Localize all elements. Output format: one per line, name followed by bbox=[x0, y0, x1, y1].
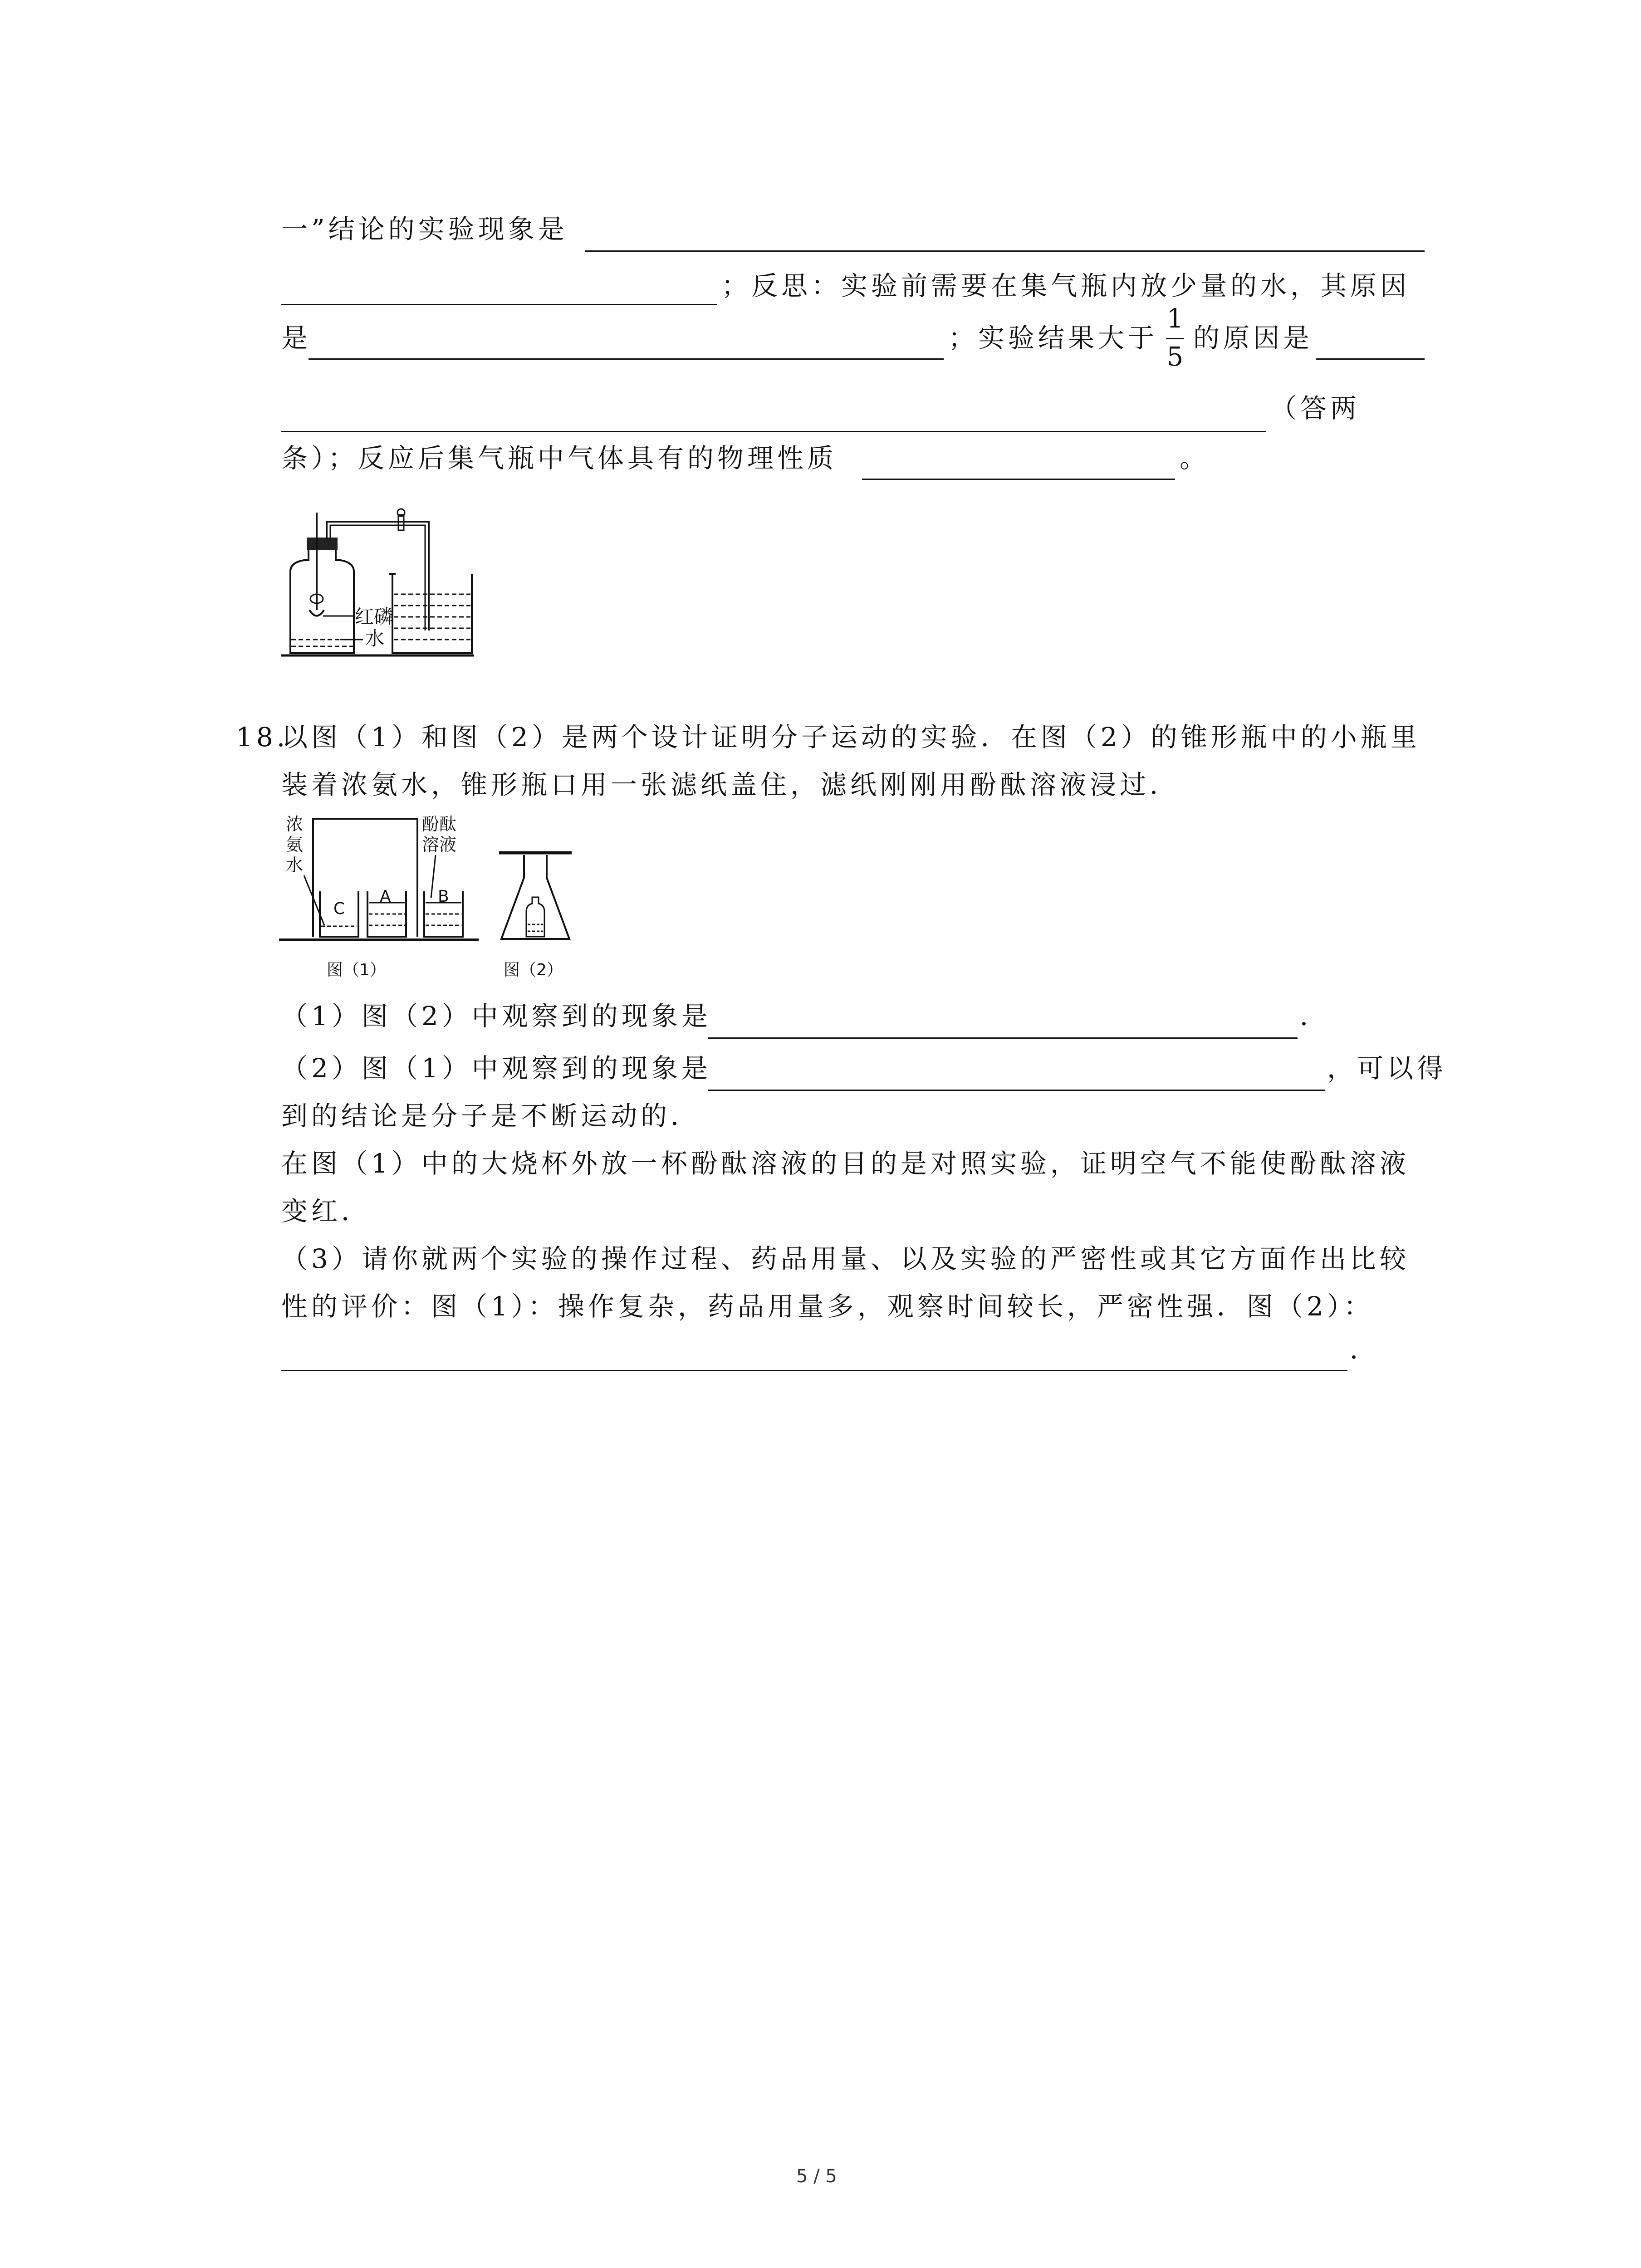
q18-note-line2: 变红． bbox=[281, 1196, 372, 1227]
figure-2-flask bbox=[492, 844, 578, 953]
answer-blank-1[interactable] bbox=[585, 250, 1425, 252]
figure-2-caption: 图（2） bbox=[504, 961, 563, 979]
q18-sub3-line1: （3）请你就两个实验的操作过程、药品用量、以及实验的严密性或其它方面作出比较 bbox=[281, 1243, 1410, 1274]
q18-sub2: （2）图（1）中观察到的现象是 bbox=[281, 1053, 711, 1084]
figure-1-beakers bbox=[279, 812, 483, 948]
q17-line3-tail: 的原因是 bbox=[1193, 323, 1313, 353]
label-ammonia-3: 水 bbox=[286, 855, 304, 875]
label-beaker-b: B bbox=[438, 887, 449, 906]
label-beaker-a: A bbox=[380, 887, 391, 906]
answer-blank-4[interactable] bbox=[1316, 358, 1425, 360]
q17-line1: 一”结论的实验现象是 bbox=[281, 214, 568, 244]
q18-sub1: （1）图（2）中观察到的现象是 bbox=[281, 1001, 711, 1031]
answer-blank-8[interactable] bbox=[708, 1090, 1325, 1091]
q18-sub1-end: ． bbox=[1300, 1001, 1330, 1031]
q17-line3-head: 是 bbox=[281, 323, 312, 353]
label-ammonia-2: 氨 bbox=[286, 835, 304, 855]
answer-blank-6[interactable] bbox=[862, 479, 1175, 480]
red-phosphorus-apparatus-figure bbox=[272, 494, 481, 662]
q18-sub2-line2: 到的结论是分子是不断运动的． bbox=[281, 1100, 701, 1131]
q18-sub3-end: ． bbox=[1350, 1334, 1380, 1365]
q18-sub2-tail: ，可以得 bbox=[1327, 1053, 1447, 1084]
label-phenol-2: 溶液 bbox=[422, 835, 457, 855]
fraction-denominator: 5 bbox=[1166, 341, 1184, 372]
label-beaker-c: C bbox=[333, 899, 345, 918]
q18-sub3-line2: 性的评价：图（1）：操作复杂，药品用量多，观察时间较长，严密性强．图（2）： bbox=[281, 1291, 1374, 1322]
q17-line5: 条）；反应后集气瓶中气体具有的物理性质 bbox=[281, 443, 838, 474]
q18-intro-line1: 以图（1）和图（2）是两个设计证明分子运动的实验．在图（2）的锥形瓶中的小瓶里 bbox=[281, 722, 1421, 753]
fraction-bar bbox=[1166, 338, 1184, 339]
q17-line3-mid: ；实验结果大于 bbox=[948, 323, 1158, 353]
answer-blank-5[interactable] bbox=[281, 431, 1266, 432]
figure-1-caption: 图（1） bbox=[327, 961, 386, 979]
page-number: 5 / 5 bbox=[796, 2166, 837, 2187]
answer-blank-9[interactable] bbox=[281, 1370, 1347, 1371]
q17-line2: ；反思：实验前需要在集气瓶内放少量的水，其原因 bbox=[721, 270, 1411, 301]
q17-line5-end: 。 bbox=[1180, 443, 1210, 474]
q17-line4-tail: （答两 bbox=[1270, 393, 1361, 424]
q18-intro-line2: 装着浓氨水，锥形瓶口用一张滤纸盖住，滤纸刚刚用酚酞溶液浸过． bbox=[281, 769, 1180, 800]
q18-note-line1: 在图（1）中的大烧杯外放一杯酚酞溶液的目的是对照实验，证明空气不能使酚酞溶液 bbox=[281, 1148, 1410, 1179]
label-ammonia-1: 浓 bbox=[286, 814, 304, 834]
answer-blank-2[interactable] bbox=[281, 304, 717, 305]
label-water: 水 bbox=[365, 627, 385, 650]
label-red-phosphorus: 红磷 bbox=[355, 606, 393, 628]
answer-blank-7[interactable] bbox=[708, 1037, 1298, 1039]
label-phenol-1: 酚酞 bbox=[422, 814, 457, 834]
answer-blank-3[interactable] bbox=[309, 358, 944, 360]
q18-number: 18. bbox=[236, 722, 289, 753]
fraction-numerator: 1 bbox=[1166, 303, 1184, 334]
